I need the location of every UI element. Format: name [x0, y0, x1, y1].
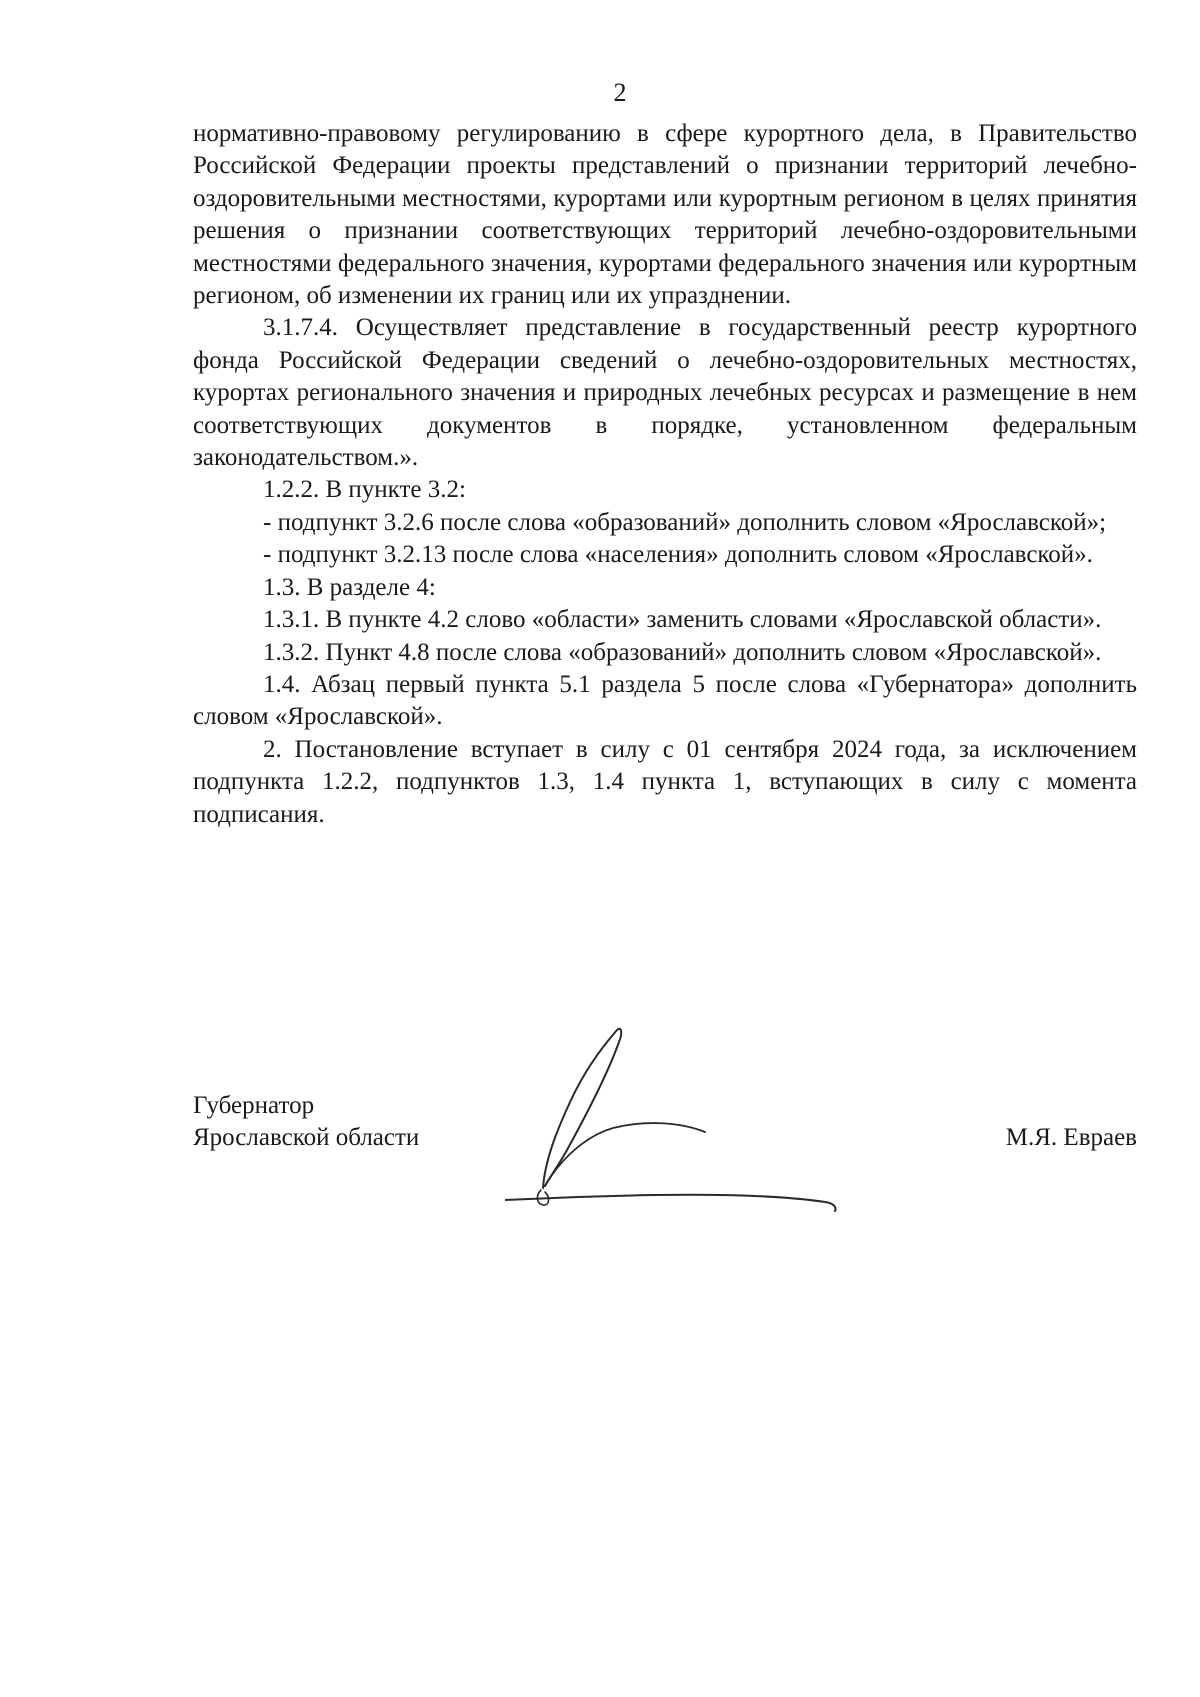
handwritten-signature: [505, 1010, 925, 1220]
page-number: 2: [613, 78, 627, 107]
signer-position: [193, 1090, 419, 1155]
signer-position-line2: Ярославской области: [193, 1124, 420, 1152]
paragraph-3-1-7-4: 3.1.7.4. Осуществляет представление в государственный реестр курортного фонда Российской Федерации сведений о лечебно-оздоровительных местностях, курортах регионального значения и природных лечебных ресурсах и размещение в нем соответствующих документов в порядке, установленном федеральным законодательством.».: [193, 314, 1137, 472]
signer-name: М.Я. Евраев: [1005, 1124, 1137, 1151]
paragraph-continuation: нормативно-правовому регулированию в сфере курортного дела, в Правительство Российской Федерации проекты представлений о признании территорий лечебно-оздоровительными местностями, курортами или курортным регионом в целях принятия решения о признании соответствующих территорий лечебно-оздоровительными местностями федерального значения, курортами федерального значения или курортным регионом, об изменении их границ или их упразднении.: [193, 120, 1137, 310]
document-body: [193, 118, 1137, 831]
paragraph-1-4: 1.4. Абзац первый пункта 5.1 раздела 5 после слова «Губернатора» дополнить словом «Ярославской».: [193, 670, 1137, 731]
paragraph-2-effective-date: 2. Постановление вступает в силу с 01 сентября 2024 года, за исключением подпункта 1.2.2, подпунктов 1.3, 1.4 пункта 1, вступающих в силу с момента подписания.: [193, 735, 1137, 828]
signer-position-line1: Губернатор: [193, 1092, 315, 1119]
paragraph-1-3-1: 1.3.1. В пункте 4.2 слово «области» заменить словами «Ярославской области».: [263, 606, 1102, 634]
paragraph-1-2-2: 1.2.2. В пункте 3.2:: [263, 476, 466, 504]
paragraph-subpoint-3-2-13: - подпункт 3.2.13 после слова «населения» дополнить словом «Ярославской».: [263, 541, 1093, 569]
paragraph-1-3: 1.3. В разделе 4:: [263, 573, 436, 601]
paragraph-1-3-2: 1.3.2. Пункт 4.8 после слова «образований» дополнить словом «Ярославской».: [263, 638, 1102, 666]
paragraph-subpoint-3-2-6: - подпункт 3.2.6 после слова «образований» дополнить словом «Ярославской»;: [263, 508, 1107, 536]
